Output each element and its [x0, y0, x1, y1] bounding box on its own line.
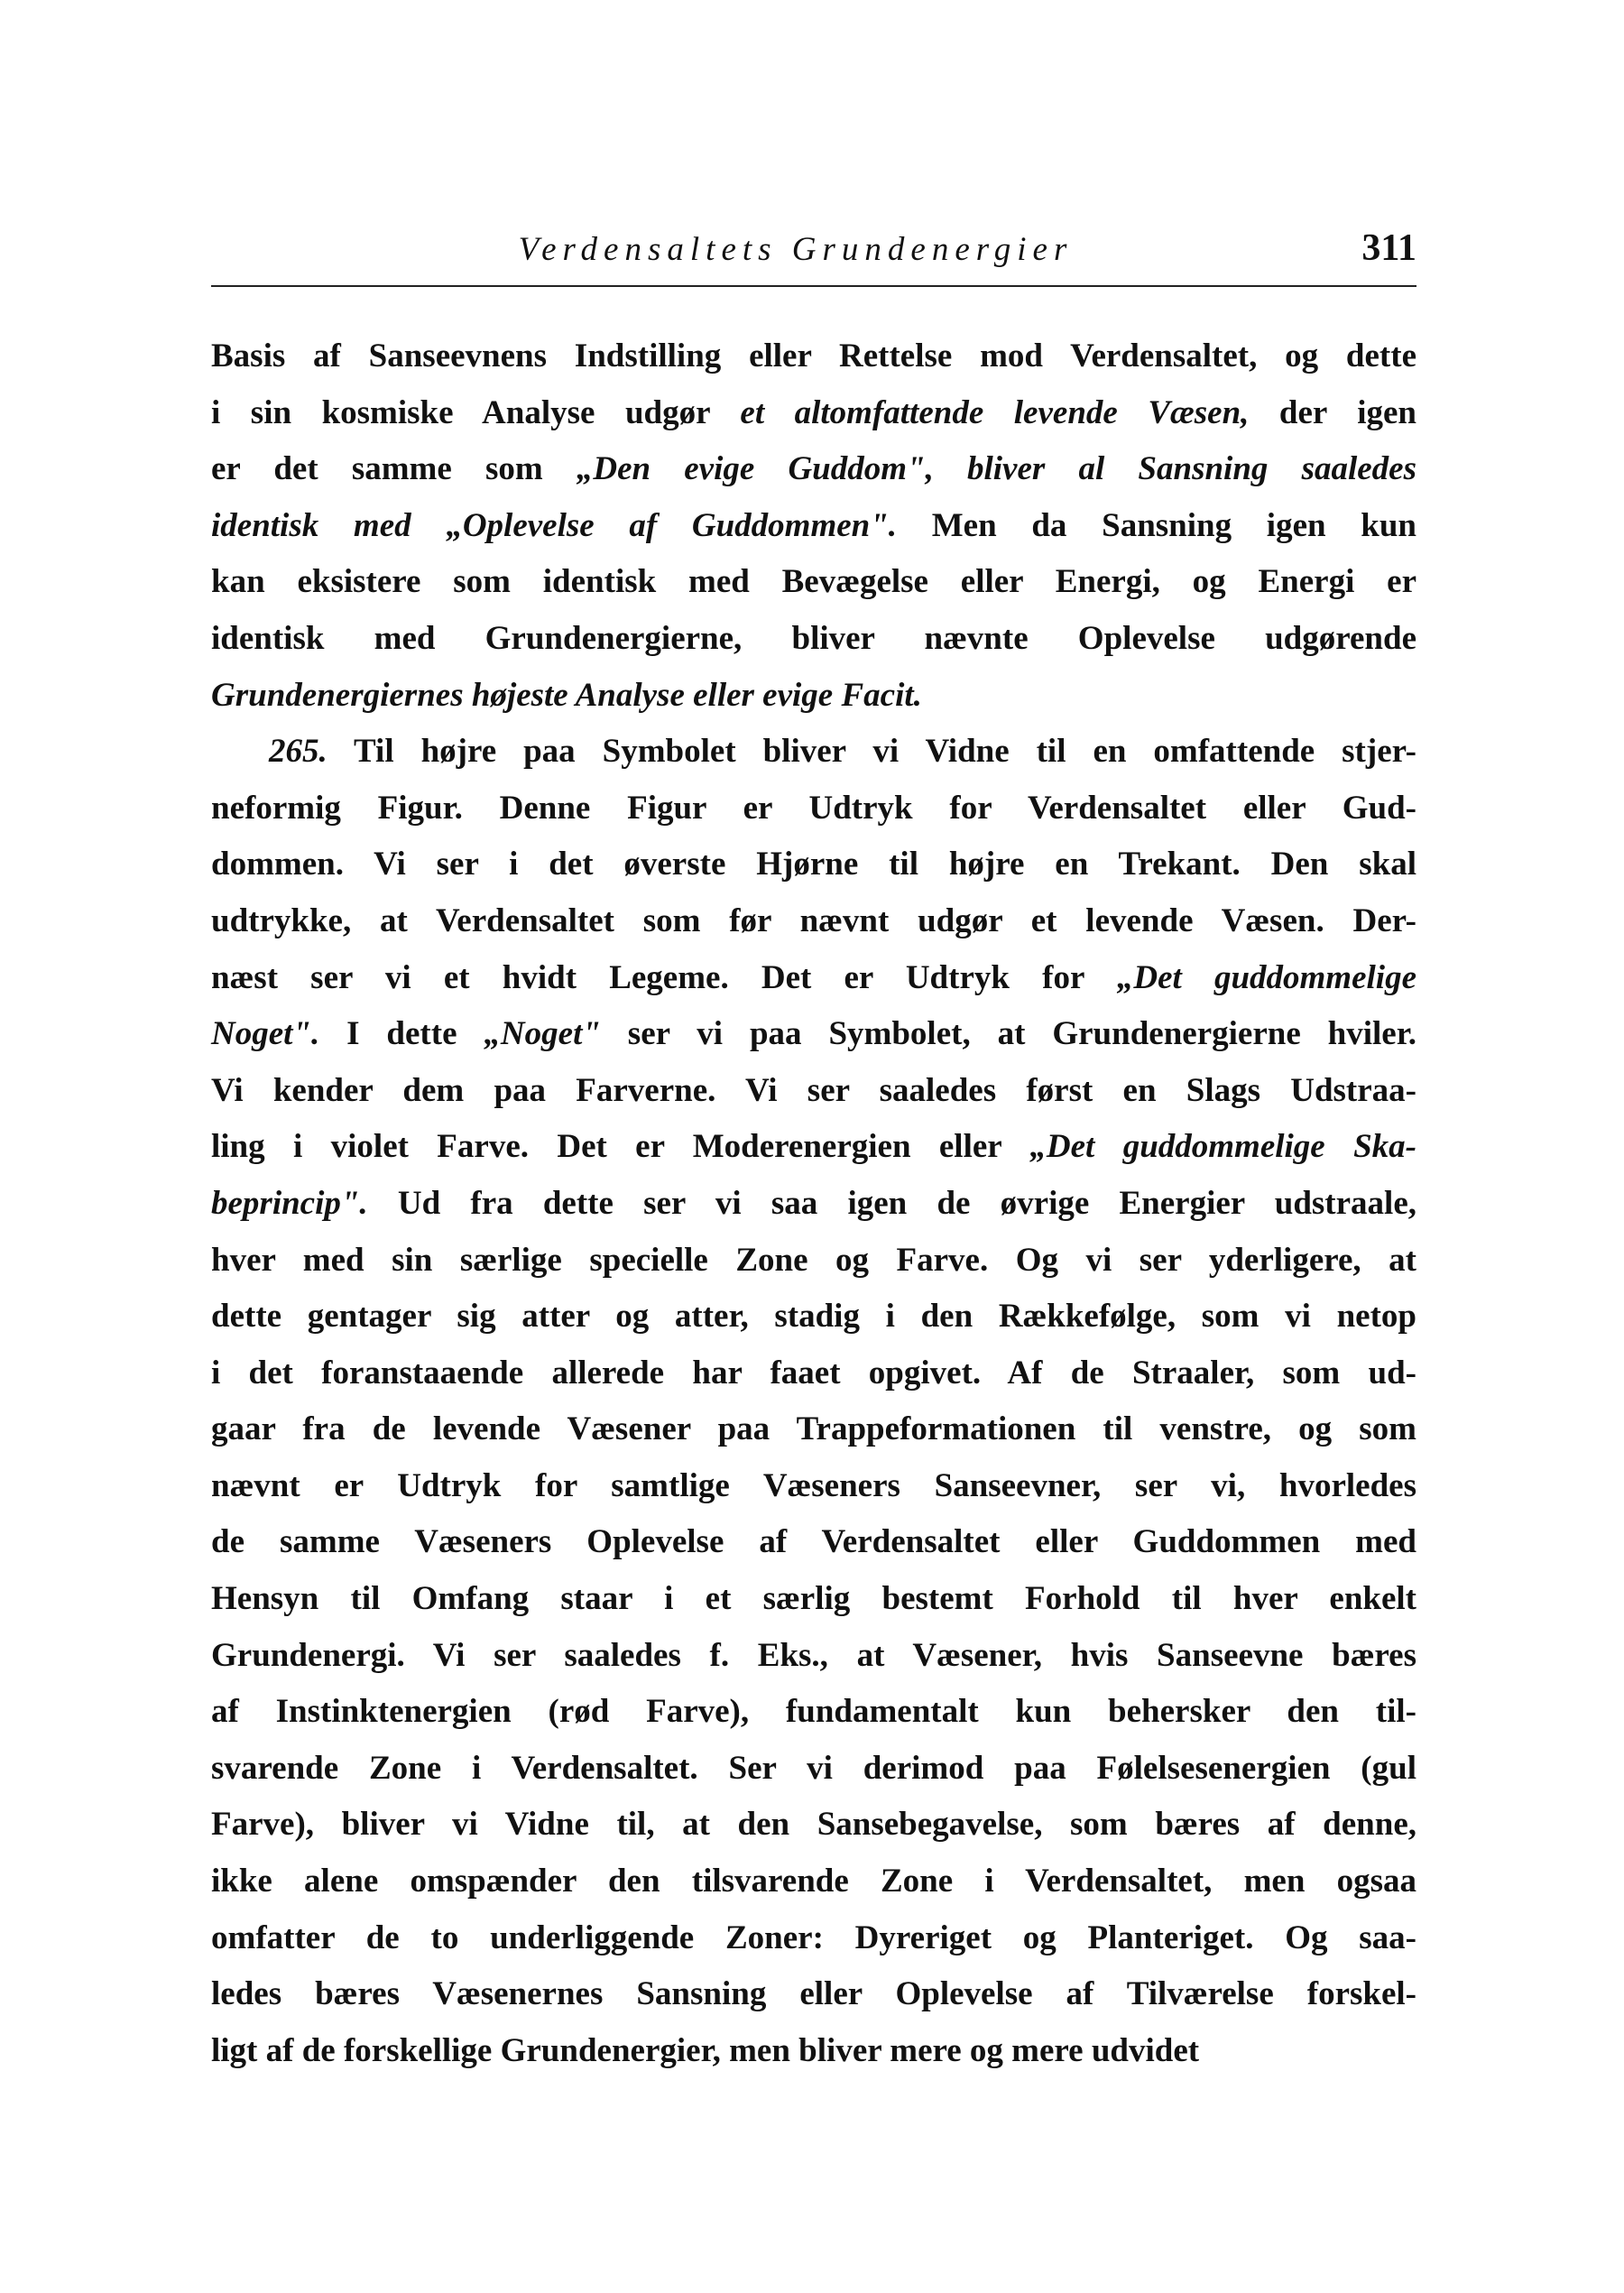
text-segment: i sin kosmiske Analyse udgør: [211, 393, 741, 431]
text-segment: ledes bæres Væsenernes Sansning eller Oplevelse af Tilværelse forskel-: [211, 1975, 1416, 2013]
italic-text: 265.: [269, 733, 328, 771]
text-line: [211, 1854, 1416, 1910]
text-segment: gaar fra de levende Væsener paa Trappeformationen til venstre, og som: [211, 1410, 1416, 1448]
text-segment: ikke alene omspænder den tilsvarende Zone i Verdensaltet, men ogsaa: [211, 1863, 1416, 1900]
text-line: [211, 1966, 1416, 2023]
text-line: [211, 1176, 1416, 1233]
text-line: [211, 724, 1416, 781]
text-segment: ligt af de forskellige Grundenergier, men bliver mere og mere udvidet: [211, 2031, 1200, 2069]
page-header: [211, 227, 1416, 284]
text-segment: hver med sin særlige specielle Zone og Farve. Og vi ser yderligere, at: [211, 1241, 1416, 1279]
text-segment: dette gentager sig atter og atter, stadig i den Rækkefølge, som vi netop: [211, 1298, 1416, 1336]
text-line: [211, 950, 1416, 1007]
text-segment: Vi kender dem paa Farverne. Vi ser saaledes først en Slags Udstraa-: [211, 1071, 1416, 1109]
text-segment: omfatter de to underliggende Zoner: Dyreriget og Planteriget. Og saa-: [211, 1919, 1416, 1956]
header-rule: [211, 285, 1416, 287]
text-segment: Basis af Sanseevnens Indstilling eller Rettelse mod Verdensaltet, og dette: [211, 337, 1416, 374]
text-segment: i det foranstaaende allerede har faaet opgivet. Af de Straaler, som ud-: [211, 1354, 1416, 1392]
text-segment: ling i violet Farve. Det er Moderenergien eller: [211, 1128, 1030, 1166]
text-segment: næst ser vi et hvidt Legeme. Det er Udtryk for: [211, 958, 1117, 996]
text-line: [211, 2023, 1416, 2080]
text-segment: de samme Væseners Oplevelse af Verdensaltet eller Guddommen med: [211, 1523, 1416, 1561]
text-line: [211, 1741, 1416, 1798]
italic-text: „Det guddommelige: [1116, 958, 1416, 996]
text-line: [211, 328, 1416, 385]
text-segment: Til højre paa Symbolet bliver vi Vidne til en omfattende stjer-: [327, 733, 1416, 771]
text-line: [211, 781, 1416, 837]
text-segment: Grundenergi. Vi ser saaledes f. Eks., at Væsener, hvis Sanseevne bæres: [211, 1636, 1416, 1674]
italic-text: „Noget": [484, 1015, 601, 1053]
text-line: [211, 668, 1416, 725]
text-segment: er det samme som: [211, 450, 577, 488]
text-segment: udtrykke, at Verdensaltet som før nævnt udgør et levende Væsen. Der-: [211, 901, 1416, 939]
italic-text: „Det guddommelige Ska-: [1029, 1128, 1416, 1166]
text-line: [211, 1233, 1416, 1290]
text-line: [211, 1514, 1416, 1571]
text-line: [211, 1401, 1416, 1458]
text-line: [211, 1571, 1416, 1628]
text-line: [211, 554, 1416, 611]
italic-text: et altomfattende levende Væsen,: [740, 393, 1250, 431]
text-segment: Farve), bliver vi Vidne til, at den Sansebegavelse, som bæres af denne,: [211, 1806, 1416, 1844]
text-line: [211, 1797, 1416, 1854]
text-line: [211, 1063, 1416, 1120]
text-line: [211, 1684, 1416, 1741]
text-segment: Hensyn til Omfang staar i et særlig bestemt Forhold til hver enkelt: [211, 1580, 1416, 1618]
text-segment: nævnt er Udtryk for samtlige Væseners Sanseevner, ser vi, hvorledes: [211, 1466, 1416, 1504]
text-line: [211, 385, 1416, 442]
text-line: [211, 611, 1416, 668]
text-segment: Ud fra dette ser vi saa igen de øvrige Energier udstraale,: [367, 1184, 1416, 1222]
text-segment: neformig Figur. Denne Figur er Udtryk for Verdensaltet eller Gud-: [211, 789, 1416, 827]
text-segment: af Instinktenergien (rød Farve), fundamentalt kun behersker den til-: [211, 1693, 1416, 1731]
italic-text: beprincip".: [211, 1184, 368, 1222]
text-segment: identisk med Grundenergierne, bliver nævnte Oplevelse udgørende: [211, 619, 1416, 657]
body-text: [211, 328, 1416, 2079]
italic-text: Noget".: [211, 1015, 320, 1053]
page-number: 311: [1361, 227, 1416, 269]
text-line: [211, 1345, 1416, 1402]
text-line: [211, 498, 1416, 555]
text-segment: dommen. Vi ser i det øverste Hjørne til højre en Trekant. Den skal: [211, 846, 1416, 883]
text-line: [211, 1289, 1416, 1345]
text-segment: I dette: [319, 1015, 484, 1053]
text-line: [211, 1119, 1416, 1176]
text-line: [211, 837, 1416, 893]
text-line: [211, 1628, 1416, 1685]
italic-text: „Den evige Guddom", bliver al Sansning saaledes: [576, 450, 1416, 488]
italic-text: identisk med „Oplevelse af Guddommen".: [211, 506, 898, 544]
text-line: [211, 1910, 1416, 1967]
running-title: Verdensaltets Grundenergier: [518, 231, 1074, 268]
text-segment: svarende Zone i Verdensaltet. Ser vi derimod paa Følelsesenergien (gul: [211, 1749, 1416, 1787]
text-line: [211, 1458, 1416, 1515]
text-line: [211, 441, 1416, 498]
italic-text: Grundenergiernes højeste Analyse eller evige Facit.: [211, 676, 922, 714]
text-line: [211, 1006, 1416, 1063]
text-line: [211, 893, 1416, 950]
text-segment: kan eksistere som identisk med Bevægelse eller Energi, og Energi er: [211, 563, 1416, 601]
text-segment: ser vi paa Symbolet, at Grundenergierne hviler.: [600, 1015, 1416, 1053]
text-segment: Men da Sansning igen kun: [897, 506, 1416, 544]
text-segment: der igen: [1249, 393, 1416, 431]
